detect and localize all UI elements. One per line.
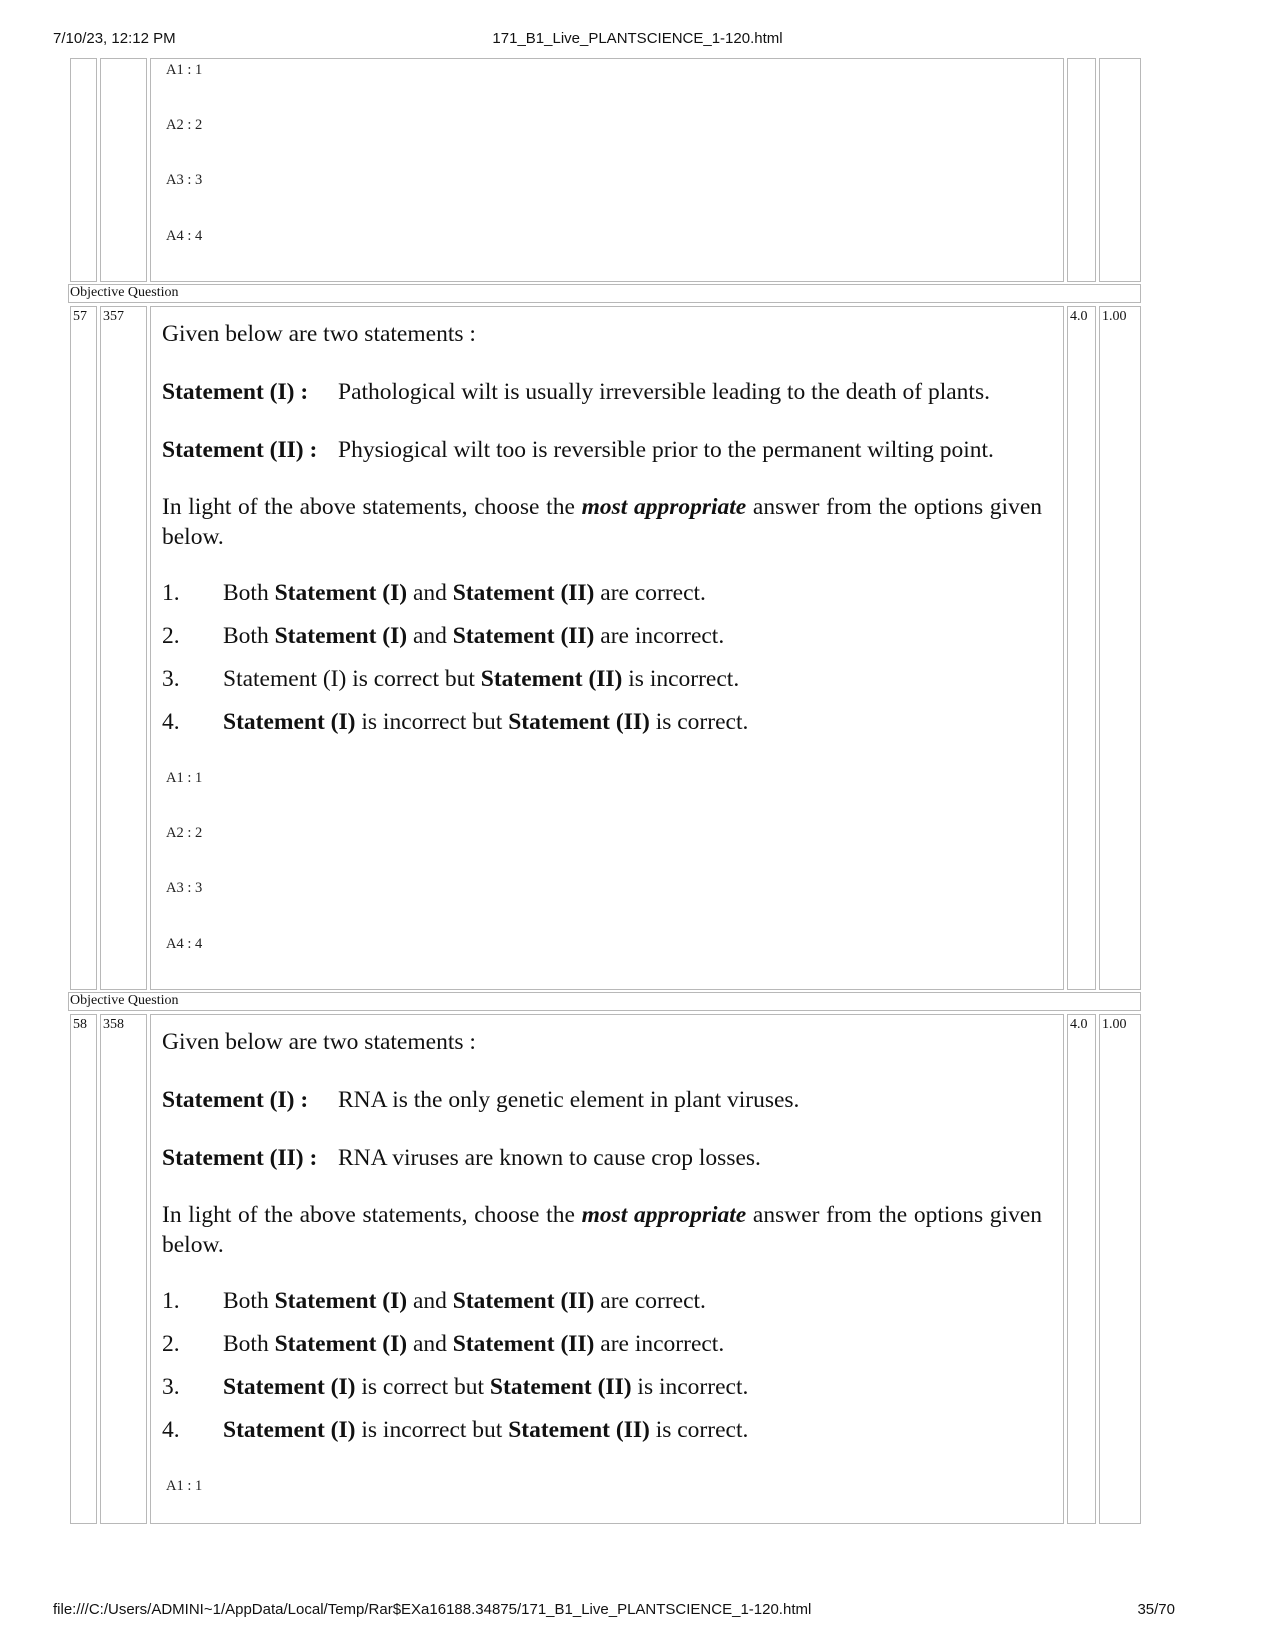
option-item [162, 1286, 1042, 1329]
option-number: 3. [162, 1374, 180, 1400]
option-text: Statement (I) is correct but Statement (II) is incorrect. [223, 1374, 749, 1400]
instruction-emphasis: most appropriate [581, 1202, 747, 1228]
option-number: 1. [162, 580, 180, 606]
option-number: 2. [162, 623, 180, 649]
option-number: 4. [162, 1417, 180, 1443]
answer-option: A3 : 3 [166, 172, 203, 188]
answer-option: A3 : 3 [166, 880, 203, 896]
answer-option: A2 : 2 [166, 825, 203, 841]
question-type-label: Objective Question [68, 284, 1141, 303]
print-title: 171_B1_Live_PLANTSCIENCE_1-120.html [492, 30, 783, 47]
statement-2 [162, 1143, 1042, 1200]
statement-2 [162, 435, 1042, 492]
question-type-label: Objective Question [68, 992, 1141, 1011]
option-number: 3. [162, 666, 180, 692]
instruction-text: In light of the above statements, choose the [162, 494, 582, 520]
question-intro: Given below are two statements : [162, 1029, 476, 1055]
option-item [162, 1372, 1042, 1415]
question-sno: 58 [70, 1014, 97, 1524]
question-id: 358 [100, 1014, 147, 1524]
answer-option: A1 : 1 [166, 1478, 203, 1494]
option-text: Both Statement (I) and Statement (II) are correct. [223, 1288, 706, 1314]
option-text: Both Statement (I) and Statement (II) are correct. [223, 580, 706, 606]
option-item [162, 1415, 1042, 1458]
answer-option: A4 : 4 [166, 228, 203, 244]
answer-option: A4 : 4 [166, 936, 203, 952]
instruction-text: answer from the options given below. [162, 494, 1042, 550]
option-list [162, 1286, 1042, 1458]
option-number: 2. [162, 1331, 180, 1357]
print-footer [0, 1601, 1275, 1621]
statement-1-text: Pathological wilt is usually irreversible leading to the death of plants. [338, 379, 990, 405]
option-item [162, 578, 1042, 621]
statement-2-label: Statement (II) : [162, 437, 318, 463]
question-text [162, 319, 1042, 750]
instruction-emphasis: most appropriate [581, 494, 747, 520]
statement-2-label: Statement (II) : [162, 1145, 318, 1171]
instruction-text: answer from the options given below. [162, 1202, 1042, 1258]
option-item [162, 664, 1042, 707]
option-text: Both Statement (I) and Statement (II) are incorrect. [223, 1331, 725, 1357]
prev-negative-cell [1099, 58, 1141, 282]
statement-1-label: Statement (I) : [162, 1087, 309, 1113]
option-text: Both Statement (I) and Statement (II) are incorrect. [223, 623, 725, 649]
question-negative-marks: 1.00 [1099, 306, 1141, 990]
option-number: 1. [162, 1288, 180, 1314]
statement-2-text: RNA viruses are known to cause crop losses. [338, 1145, 761, 1171]
prev-body-cell [150, 58, 1064, 282]
option-list [162, 578, 1042, 750]
question-id: 357 [100, 306, 147, 990]
question-marks: 4.0 [1067, 306, 1096, 990]
option-item [162, 621, 1042, 664]
question-intro: Given below are two statements : [162, 321, 476, 347]
question-instruction [162, 1200, 1042, 1286]
question-sno: 57 [70, 306, 97, 990]
option-number: 4. [162, 709, 180, 735]
question-text [162, 1027, 1042, 1458]
statement-1-text: RNA is the only genetic element in plant viruses. [338, 1087, 800, 1113]
question-instruction [162, 492, 1042, 578]
statement-1-label: Statement (I) : [162, 379, 309, 405]
instruction-text: In light of the above statements, choose the [162, 1202, 582, 1228]
print-page-number: 35/70 [1137, 1601, 1175, 1618]
option-item [162, 707, 1042, 750]
option-text: Statement (I) is incorrect but Statement (II) is correct. [223, 1417, 749, 1443]
option-item [162, 1329, 1042, 1372]
answer-option: A1 : 1 [166, 770, 203, 786]
answer-option: A2 : 2 [166, 117, 203, 133]
print-datetime: 7/10/23, 12:12 PM [53, 30, 176, 47]
prev-sno-cell [70, 58, 97, 282]
print-file-path: file:///C:/Users/ADMINI~1/AppData/Local/Temp/Rar$EXa16188.34875/171_B1_Live_PLANTSCIENCE_1-120.html [53, 1601, 812, 1618]
question-marks: 4.0 [1067, 1014, 1096, 1524]
prev-marks-cell [1067, 58, 1096, 282]
print-header [0, 30, 1275, 50]
answer-option: A1 : 1 [166, 62, 203, 78]
statement-2-text: Physiogical wilt too is reversible prior to the permanent wilting point. [338, 437, 994, 463]
option-text: Statement (I) is incorrect but Statement (II) is correct. [223, 709, 749, 735]
option-text: Statement (I) is correct but Statement (II) is incorrect. [223, 666, 740, 692]
question-negative-marks: 1.00 [1099, 1014, 1141, 1524]
statement-1 [162, 377, 1042, 435]
statement-1 [162, 1085, 1042, 1143]
prev-qid-cell [100, 58, 147, 282]
